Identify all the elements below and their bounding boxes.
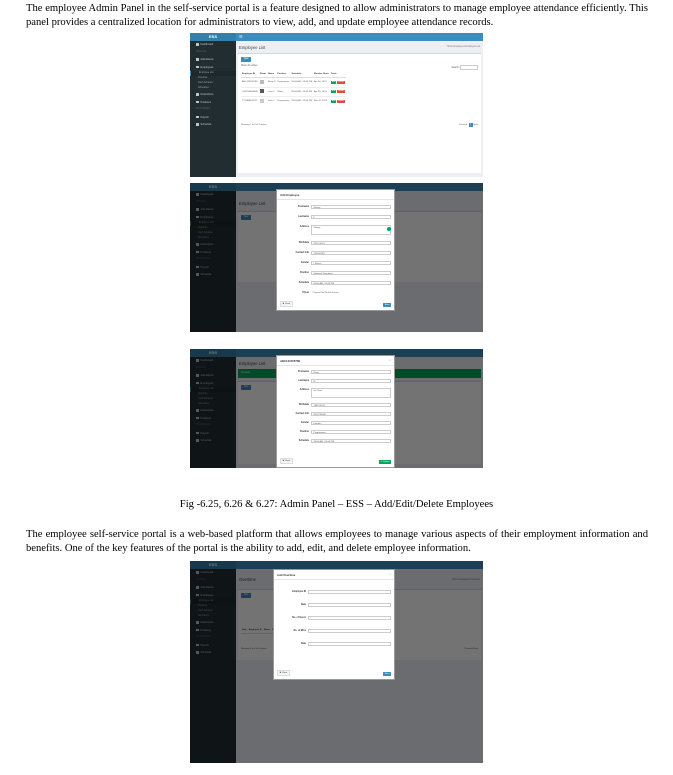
gender-select[interactable]: Female — [311, 421, 391, 425]
cell-employee-id: TTZN89644172 — [241, 97, 259, 106]
app-header — [190, 33, 483, 41]
sidebar-list — [190, 41, 236, 129]
cell-member-since: Apr 30, 2023 — [313, 87, 330, 97]
form-row — [277, 250, 394, 256]
form-row — [274, 602, 394, 608]
entries-label: entries — [250, 65, 258, 67]
close-button[interactable]: ✖ Close — [280, 301, 293, 307]
tools-cell — [330, 78, 346, 88]
modal-title: Add Overtime — [277, 572, 296, 577]
sidebar-item-label: Schedule — [200, 123, 212, 126]
sidebar-item-label: MANAGE — [196, 50, 206, 53]
field-label: Address — [299, 226, 309, 228]
col-header[interactable]: Name — [267, 70, 276, 78]
field-label: Gender — [300, 422, 309, 424]
form-row — [277, 204, 394, 210]
menu-toggle-icon[interactable]: ☰ — [239, 34, 243, 39]
field-label: Employee ID — [292, 591, 306, 593]
field-label: Birthdate — [298, 242, 309, 244]
form-row — [277, 387, 394, 399]
form-row — [274, 628, 394, 634]
field-label: Rate — [301, 643, 306, 645]
cell-name: Lima C — [267, 87, 276, 97]
employee-photo[interactable] — [260, 80, 264, 84]
close-button[interactable]: ✖ Close — [277, 670, 290, 676]
sidebar-item-label: Dashboard — [200, 43, 214, 46]
field-label: Contact Info — [295, 413, 309, 415]
address-textarea[interactable]: Shetay — [311, 225, 391, 235]
employee-id-input[interactable] — [308, 590, 391, 594]
col-header[interactable]: Employee ID — [241, 70, 259, 78]
modal-title: ABC123456789 — [280, 358, 301, 363]
sidebar-item-label: Employee List — [199, 72, 214, 74]
entries-select[interactable]: 10 — [247, 65, 250, 67]
sidebar — [190, 41, 236, 177]
field-label: Schedule — [298, 440, 309, 442]
cell-position: Writer — [276, 87, 290, 97]
rate-input[interactable] — [308, 642, 391, 646]
contact-input[interactable]: 8974735088 — [311, 412, 391, 416]
sidebar-item[interactable] — [190, 41, 236, 49]
hours-input[interactable] — [308, 616, 391, 620]
form-row — [277, 270, 394, 276]
form-row — [277, 280, 394, 286]
birthdate-input[interactable]: 1999-09-09 — [311, 403, 391, 407]
close-icon[interactable]: × — [389, 358, 391, 362]
mins-input[interactable] — [308, 629, 391, 633]
sidebar-item[interactable] — [190, 64, 236, 72]
form-row — [277, 214, 394, 220]
field-label: Date — [301, 604, 306, 606]
edit-employee-screenshot — [190, 349, 483, 468]
search-input[interactable] — [460, 65, 478, 70]
add-employee-screenshot — [190, 183, 483, 332]
sidebar-item[interactable] — [190, 99, 236, 107]
position-select[interactable]: Software Developer — [311, 271, 391, 275]
col-header[interactable]: Position — [276, 70, 290, 78]
cell-name: Jack L — [267, 97, 276, 106]
cell-employee-id: ABC123456789 — [241, 78, 259, 88]
field-label: Position — [299, 272, 309, 274]
add-employee-modal — [276, 189, 395, 311]
lastname-input[interactable]: N — [311, 379, 391, 383]
menu-item-icon — [196, 123, 199, 126]
sidebar-item[interactable] — [190, 114, 236, 122]
field-label: Birthdate — [298, 404, 309, 406]
close-icon[interactable]: × — [389, 572, 391, 576]
employee-list-screenshot — [190, 33, 483, 177]
modal-title: Add Employee — [280, 192, 300, 197]
modal-divider — [277, 365, 394, 366]
firstname-input[interactable]: Shetay — [311, 205, 391, 209]
form-row — [277, 378, 394, 384]
photo-cell — [259, 78, 267, 88]
edit-button[interactable]: Edit — [331, 80, 336, 83]
form-row — [277, 438, 394, 444]
schedule-select[interactable]: 08:00 AM - 05:00 PM — [311, 281, 391, 285]
col-header[interactable]: Schedule — [290, 70, 313, 78]
search-label: Search: — [451, 67, 460, 70]
col-header: Tools — [330, 70, 346, 78]
menu-item-icon — [196, 93, 199, 96]
sidebar-item-label: Employees — [200, 65, 214, 69]
page-title: Employee List — [239, 45, 266, 50]
update-button[interactable]: ✔ Update — [380, 461, 390, 463]
cell-position: Programmer — [276, 97, 290, 106]
modal-divider — [274, 579, 394, 580]
table-header-row — [241, 70, 346, 78]
field-label: Lastname — [298, 216, 309, 218]
table-row — [241, 78, 346, 88]
table-row — [241, 87, 346, 97]
lastname-input[interactable]: K — [311, 215, 391, 219]
field-label: Position — [299, 431, 309, 433]
menu-item-icon — [196, 66, 199, 69]
delete-button[interactable]: Delete — [337, 99, 344, 102]
entries-control[interactable] — [241, 65, 258, 67]
form-row — [277, 224, 394, 236]
gender-select[interactable]: - Select - — [311, 261, 391, 265]
field-label: No. of Mins — [293, 630, 306, 632]
cell-member-since: Mar 10, 2023 — [313, 97, 330, 106]
add-overtime-modal — [273, 569, 395, 680]
show-label: Show — [241, 65, 247, 67]
contact-input[interactable]: 123456789 — [311, 251, 391, 255]
prev-button[interactable]: Previous — [458, 124, 468, 126]
form-row — [277, 290, 394, 296]
schedule-select[interactable]: 08:00 AM - 05:00 PM — [311, 439, 391, 443]
form-row — [277, 369, 394, 375]
cell-schedule: 08:00 AM - 05:00 PM — [290, 87, 313, 97]
tools-cell — [330, 97, 346, 106]
app-brand: ESS — [190, 33, 236, 41]
sidebar-section-header — [190, 106, 236, 114]
cell-employee-id: CGN784608846 — [241, 87, 259, 97]
cell-position: Programmer — [276, 78, 290, 88]
form-row — [277, 240, 394, 246]
intro-paragraph: The employee Admin Panel in the self-service portal is a feature designed to allow administrators to manage employee attendance efficiently. This panel provides a centralized location for administrators to view, add, and update employee attendance records. — [26, 3, 648, 28]
sidebar-item-label: PRINTABLES — [196, 108, 211, 110]
menu-item-icon — [196, 43, 199, 46]
breadcrumb: Home Employees Employee List — [446, 46, 480, 48]
delete-button[interactable]: Delete — [337, 90, 344, 93]
sidebar-item-label: Schedules — [198, 87, 209, 89]
sidebar-item[interactable] — [190, 121, 236, 129]
save-button[interactable]: Save — [384, 304, 390, 306]
edit-button[interactable]: Edit — [331, 99, 336, 102]
sidebar-item-label: Deductions — [200, 93, 214, 96]
form-row — [274, 641, 394, 647]
form-row — [274, 589, 394, 595]
edit-employee-modal — [276, 355, 395, 468]
address-textarea[interactable]: Sri Chan — [311, 388, 391, 398]
tools-cell — [330, 87, 346, 97]
save-button[interactable]: Save — [384, 673, 390, 675]
birthdate-input[interactable]: 2023-04-15 — [311, 241, 391, 245]
employee-photo[interactable] — [260, 89, 264, 93]
form-row — [277, 260, 394, 266]
field-label: Firstname — [298, 206, 309, 208]
cell-schedule: 08:00 AM - 05:00 PM — [290, 78, 313, 88]
form-row — [274, 615, 394, 621]
field-label: Lastname — [298, 380, 309, 382]
next-button[interactable]: Next — [473, 124, 478, 126]
sidebar-section-header — [190, 49, 236, 57]
delete-button[interactable]: Delete — [337, 80, 344, 83]
close-button[interactable]: ✖ Close — [280, 458, 293, 464]
form-row — [277, 420, 394, 426]
form-row — [277, 429, 394, 435]
date-input[interactable] — [308, 603, 391, 607]
field-label: Schedule — [298, 282, 309, 284]
sidebar-item[interactable] — [190, 91, 236, 99]
sidebar-item-label: Payroll — [200, 115, 209, 119]
cell-member-since: Apr 30, 2023 — [313, 78, 330, 88]
sidebar-item-label: Cash Advance — [198, 82, 213, 84]
overtime-screenshot — [190, 561, 483, 763]
firstname-input[interactable]: Rony — [311, 370, 391, 374]
field-label: No. of Hours — [292, 617, 306, 619]
page-button[interactable]: 1 — [469, 124, 472, 126]
menu-item-icon — [196, 58, 199, 61]
edit-button[interactable]: Edit — [331, 90, 336, 93]
sidebar-item-label: Overtime — [198, 77, 208, 79]
form-row — [277, 402, 394, 408]
sidebar-item-label: Attendance — [200, 58, 214, 61]
figure-caption: Fig -6.25, 6.26 & 6.27: Admin Panel – ESS – Add/Edit/Delete Employees — [179, 499, 494, 510]
field-label: Address — [299, 389, 309, 391]
sidebar-item-label: Positions — [200, 100, 212, 104]
field-label: Gender — [300, 262, 309, 264]
field-label: Contact Info — [295, 252, 309, 254]
main-content — [236, 41, 483, 177]
new-button[interactable]: New — [241, 57, 251, 62]
position-select[interactable]: Programmer — [311, 430, 391, 434]
employee-photo[interactable] — [260, 99, 264, 103]
sidebar-item[interactable] — [190, 56, 236, 64]
search-control — [451, 65, 478, 70]
cell-name: Rony N — [267, 78, 276, 88]
col-header[interactable]: Member Since — [313, 70, 330, 78]
grammar-check-icon[interactable] — [387, 227, 391, 231]
table-row — [241, 97, 346, 106]
employee-box — [238, 53, 481, 173]
col-header[interactable]: Photo — [259, 70, 267, 78]
menu-item-icon — [196, 116, 199, 119]
photo-cell — [259, 97, 267, 106]
photo-cell — [259, 87, 267, 97]
menu-item-icon — [196, 101, 199, 104]
field-label: Firstname — [298, 371, 309, 373]
portal-paragraph: The employee self-service portal is a web-based platform that allows employees to manage various aspects of their employment information and benefits. One of the key features of the portal is the ability to add, edit, and delete employee information. — [26, 529, 648, 554]
cell-schedule: 08:00 AM - 05:00 PM — [290, 97, 313, 106]
form-row — [277, 411, 394, 417]
field-label: Photo — [302, 292, 309, 294]
table-info: Showing 1 to 3 of 3 entries — [241, 124, 267, 126]
employee-table — [241, 70, 346, 106]
photo-file-input[interactable]: Choose File No file chosen — [312, 291, 339, 294]
pagination — [459, 123, 478, 127]
modal-divider — [277, 199, 394, 200]
